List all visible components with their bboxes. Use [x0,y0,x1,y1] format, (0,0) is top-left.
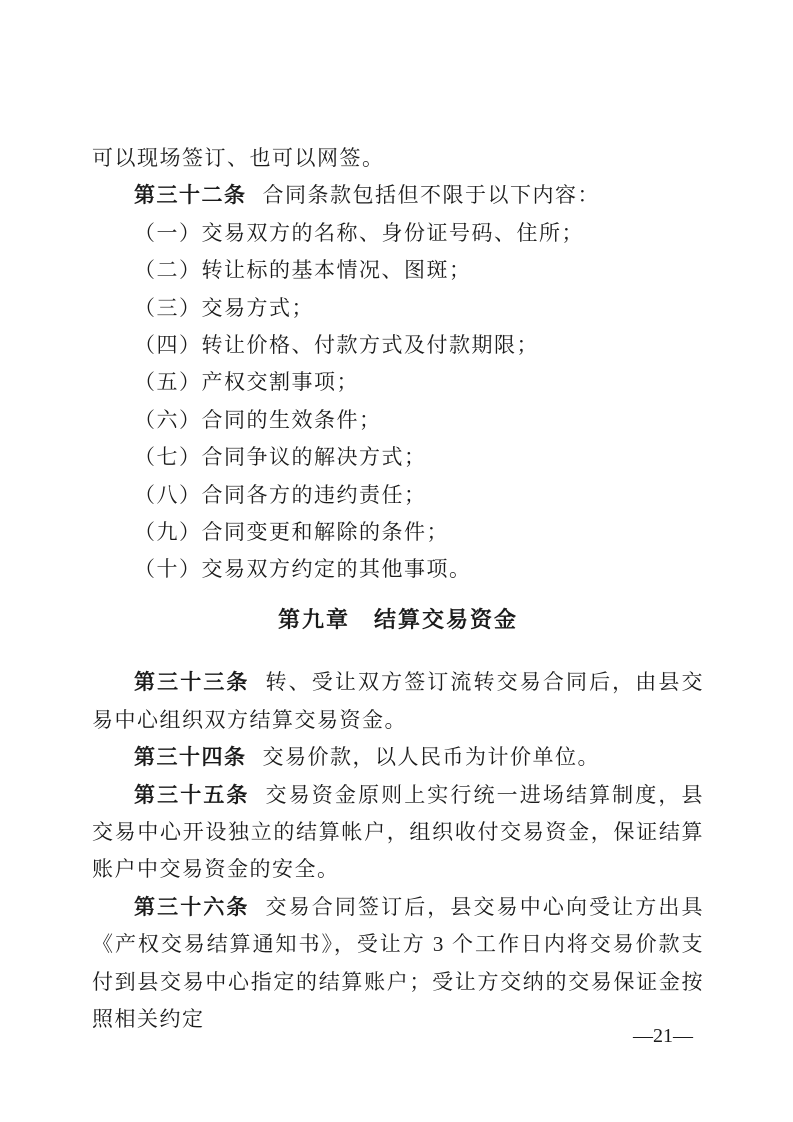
clause-item-3: （三）交易方式； [134,295,314,320]
clause-item-7: （七）合同争议的解决方式； [134,445,427,470]
article-35 [92,777,704,889]
article-32-number: 第三十二条 [134,183,247,208]
clause-item-4: （四）转让价格、付款方式及付款期限； [134,333,539,358]
article-34 [92,739,704,776]
document-body [92,140,704,1038]
article-36 [92,889,704,1039]
article-33-number: 第三十三条 [134,670,250,695]
article-32 [92,177,704,214]
article-33 [92,664,704,739]
article-34-text: 交易价款，以人民币为计价单位。 [262,745,600,770]
clause-item-10: （十）交易双方约定的其他事项。 [134,557,472,582]
clause-item-5: （五）产权交割事项； [134,370,359,395]
article-36-number: 第三十六条 [134,894,250,919]
clause-item-6: （六）合同的生效条件； [134,407,382,432]
article-33-text: 转、受让双方签订流转交易合同后，由县交易中心组织双方结算交易资金。 [92,670,705,732]
article-36-text: 交易合同签订后，县交易中心向受让方出具《产权交易结算通知书》，受让方 3 个工作日内将交易价款支付到县交易中心指定的结算账户；受让方交纳的交易保证金按照相关约定 [92,894,705,1031]
article-35-text: 交易资金原则上实行统一进场结算制度，县交易中心开设独立的结算帐户，组织收付交易资金，保证结算账户中交易资金的安全。 [92,782,705,882]
article-35-number: 第三十五条 [134,782,250,807]
clause-item-2: （二）转让标的基本情况、图斑； [134,258,472,283]
continuation-paragraph: 可以现场签订、也可以网签。 [92,146,385,170]
clause-item-1: （一）交易双方的名称、身份证号码、住所； [134,220,584,245]
clause-item-8: （八）合同各方的违约责任； [134,482,427,507]
article-32-text: 合同条款包括但不限于以下内容： [262,183,600,208]
chapter-heading: 第九章 结算交易资金 [277,606,518,632]
clause-item-9: （九）合同变更和解除的条件； [134,520,449,545]
article-34-number: 第三十四条 [134,745,247,770]
page-number: —21— [633,1025,693,1047]
